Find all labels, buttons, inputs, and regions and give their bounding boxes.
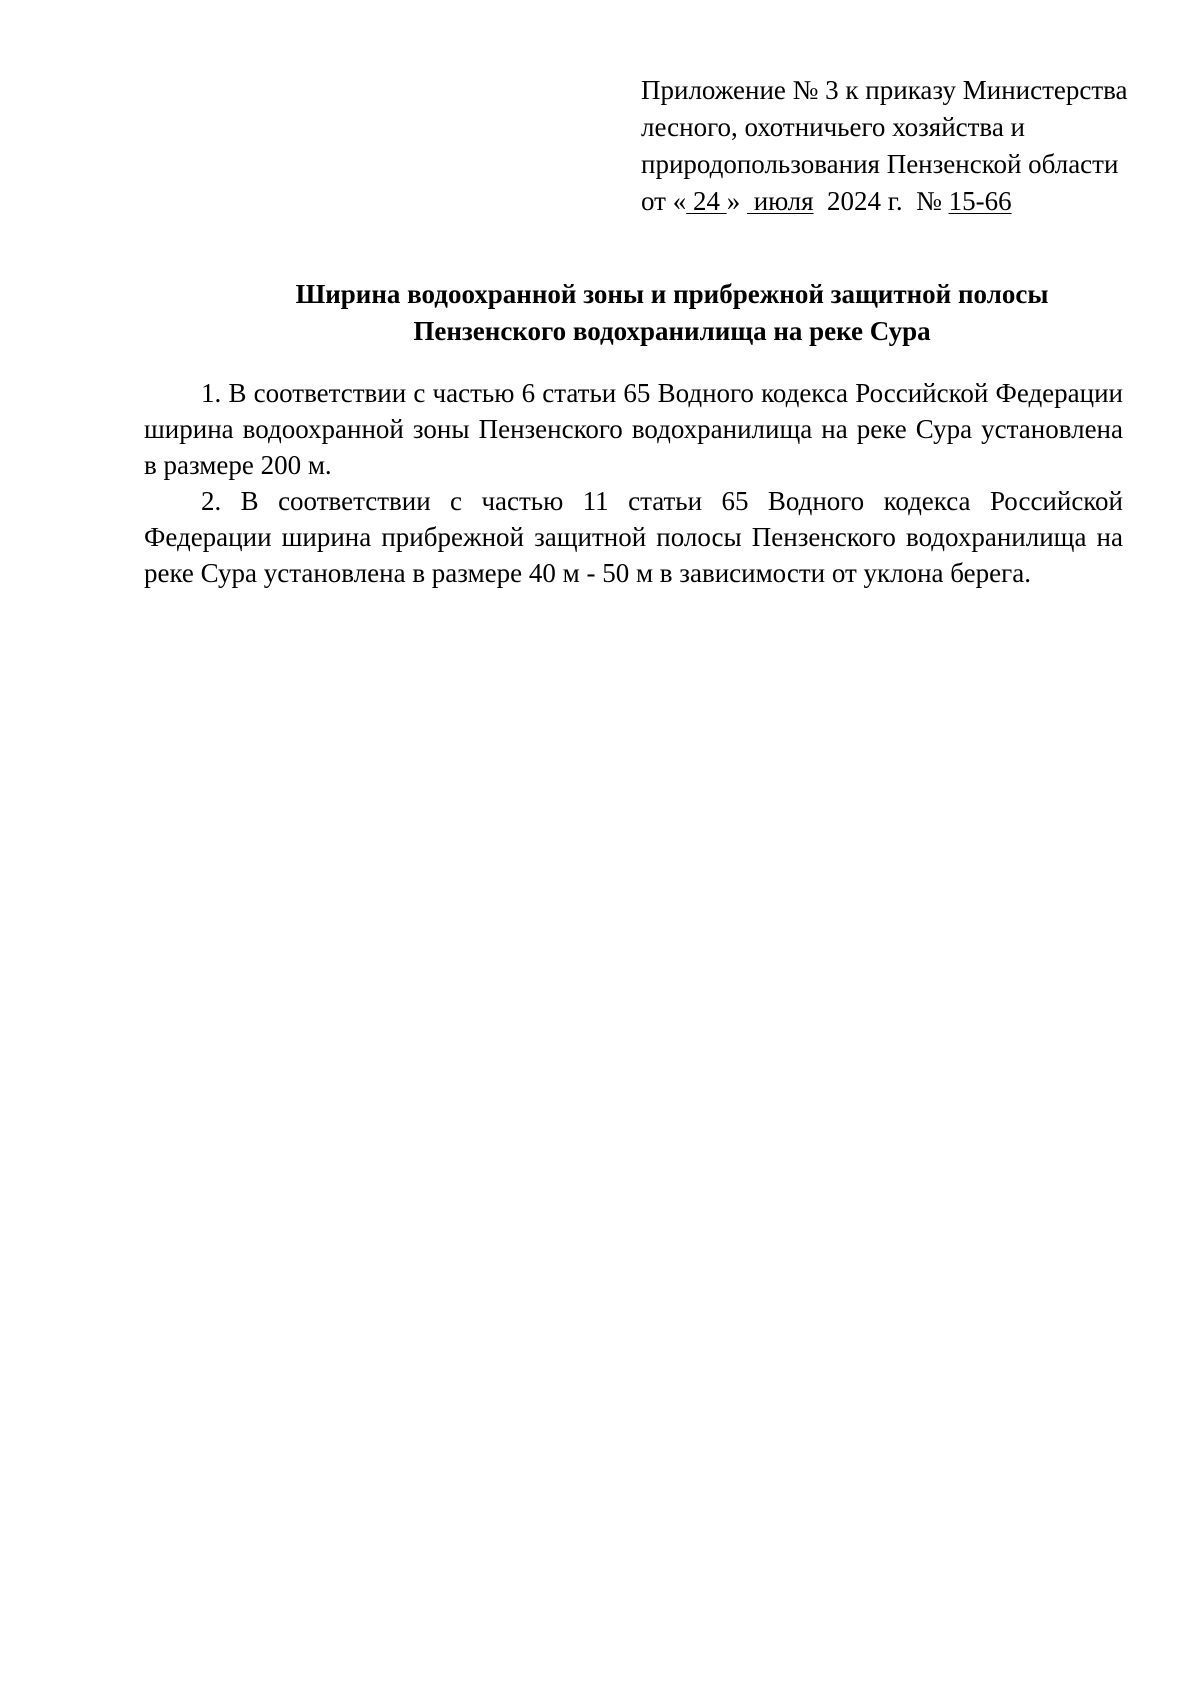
date-year: 2024 г. №: [813, 186, 949, 216]
date-mid: »: [726, 186, 747, 216]
appendix-date-line: [641, 183, 1181, 220]
document-title: [140, 276, 1200, 350]
appendix-header: [641, 72, 1181, 220]
appendix-line-2: лесного, охотничьего хозяйства и: [641, 112, 1025, 142]
paragraph-2: 2. В соответствии с частью 11 статьи 65 Водного кодекса Российской Федерации ширина прибрежной защитной полосы Пензенского водохранилища на реке Сура установлена в размере 40 м - 50 м в зависимости от уклона берега.: [144, 486, 1123, 588]
document-body: [144, 375, 1123, 591]
title-line-2: Пензенского водохранилища на реке Сура: [413, 316, 931, 346]
title-line-1: Ширина водоохранной зоны и прибрежной защитной полосы: [295, 279, 1049, 309]
appendix-line-1: Приложение № 3 к приказу Министерства: [641, 75, 1128, 105]
appendix-line-3: природопользования Пензенской области: [641, 149, 1119, 179]
date-day: 24: [686, 186, 727, 216]
paragraph-1: 1. В соответствии с частью 6 статьи 65 Водного кодекса Российской Федерации ширина водоохранной зоны Пензенского водохранилища на реке Сура установлена в размере 200 м.: [144, 378, 1123, 480]
date-month: июля: [746, 186, 814, 216]
order-number: 15-66: [948, 186, 1012, 216]
date-prefix: от «: [641, 186, 687, 216]
